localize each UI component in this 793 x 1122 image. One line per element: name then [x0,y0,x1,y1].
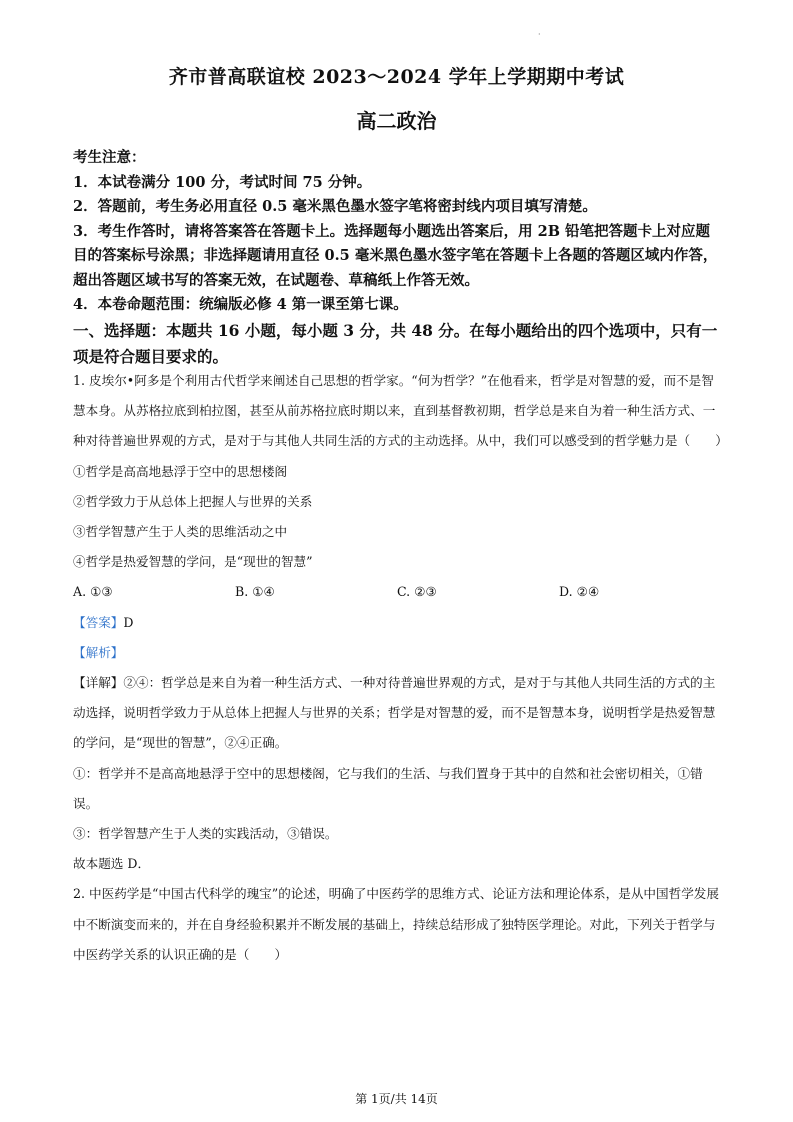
wrong-explanation-3: ③：哲学智慧产生于人类的实践活动，③错误。 [73,826,338,842]
notice-item: 1．本试卷满分 100 分，考试时间 75 分钟。 [73,173,372,191]
notice-block [73,146,723,370]
detail-text: 【详解】②④：哲学总是来自为着一种生活方式、一种对待普遍世界观的方式，是对于与其他人共同生活的方式的主动选择，说明哲学致力于从总体上把握人与世界的关系；哲学是对智慧的爱，而不是智慧本身，说明哲学是热爱智慧的学问，是“现世的智慧”，②④正确。 [73,675,716,751]
option-c: C. ②③ [397,584,437,600]
options-row [73,577,723,607]
exam-subtitle: 高二政治 [356,109,437,133]
answer-value: D [123,614,134,630]
wrong-explanation-1: ①：哲学并不是高高地悬浮于空中的思想楼阁，它与我们的生活、与我们置身于其中的自然和社会密切相关，①错误。 [73,765,703,811]
statement: ④哲学是热爱智慧的学问，是“现世的智慧” [73,554,313,570]
conclusion: 故本题选 D． [73,856,151,872]
statement: ②哲学致力于从总体上把握人与世界的关系 [73,493,313,509]
page-number: 第 1页/共 14页 [355,1092,438,1106]
statement: ①哲学是高高地悬浮于空中的思想楼阁 [73,463,288,479]
notice-item: 3．考生作答时，请将答案答在答题卡上。选择题每小题选出答案后，用 2B 铅笔把答题卡上对应题目的答案标号涂黑；非选择题请用直径 0.5 毫米黑色墨水签字笔在答题卡上各题的答题区域内作答，超出答题区域书写的答案无效，在试题卷、草稿纸上作答无效。 [73,222,718,289]
page-mark: · [538,30,541,39]
notice-heading: 考生注意： [73,149,146,166]
question-1 [73,366,728,970]
option-d: D. ②④ [559,584,600,600]
question-stem: 1. 皮埃尔•阿多是个利用古代哲学来阐述自己思想的哲学家。“何为哲学？”在他看来，哲学是对智慧的爱，而不是智慧本身。从苏格拉底到柏拉图，甚至从前苏格拉底时期以来，直到基督教初期，哲学总是来自为着一种生活方式、一种对待普遍世界观的方式，是对于与其他人共同生活的方式的主动选择。从中，我们可以感受到的哲学魅力是（ ） [73,373,728,449]
section-heading: 一、选择题：本题共 16 小题，每小题 3 分，共 48 分。在每小题给出的四个选项中，只有一项是符合题目要求的。 [73,320,718,366]
analysis-tag: 【解析】 [73,644,124,660]
option-b: B. ①④ [235,584,275,600]
option-a: A. ①③ [73,584,113,600]
answer-line [73,608,723,638]
notice-item: 4．本卷命题范围：统编版必修 4 第一课至第七课。 [73,296,408,313]
statement: ③哲学智慧产生于人类的思维活动之中 [73,524,288,540]
exam-title: 齐市普高联谊校 2023～2024 学年上学期期中考试 [168,66,625,88]
notice-item: 2．答题前，考生务必用直径 0.5 毫米黑色墨水签字笔将密封线内项目填写清楚。 [73,198,597,215]
answer-tag: 【答案】 [73,614,124,630]
question-2-stem: 2. 中医药学是“中国古代科学的瑰宝”的论述，明确了中医药学的思维方式、论证方法和理论体系，是从中国哲学发展中不断演变而来的，并在自身经验积累并不断发展的基础上，持续总结形成了独特医学理论。对此，下列关于哲学与中医药学关系的认识正确的是（ ） [73,886,719,962]
